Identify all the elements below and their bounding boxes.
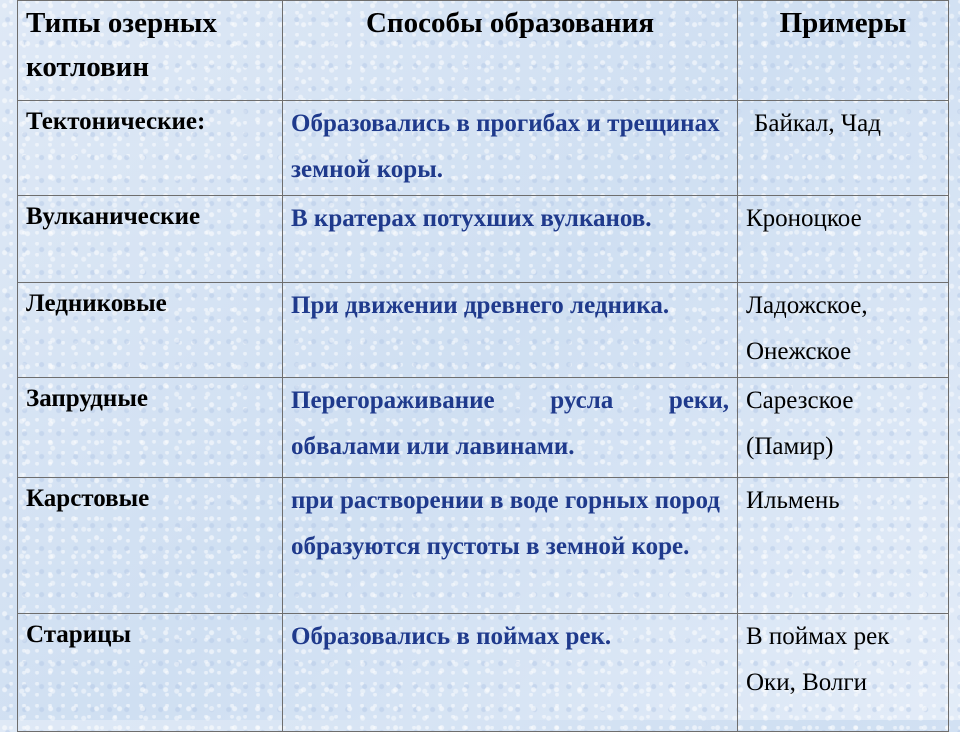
row-method: При движении древнего ледника. bbox=[283, 283, 738, 378]
row-method: Образовались в поймах рек. bbox=[283, 614, 738, 732]
row-type: Запрудные bbox=[18, 378, 283, 478]
row-example: В поймах рек Оки, Волги bbox=[738, 614, 949, 732]
header-methods: Способы образования bbox=[283, 1, 738, 101]
row-example: Байкал, Чад bbox=[738, 101, 949, 196]
row-method: В кратерах потухших вулканов. bbox=[283, 196, 738, 283]
row-type: Вулканические bbox=[18, 196, 283, 283]
row-method: Перегораживание русла реки, обвалами или лавинами. bbox=[283, 378, 738, 478]
row-type: Старицы bbox=[18, 614, 283, 732]
header-types: Типы озерных котловин bbox=[18, 1, 283, 101]
row-example: Кроноцкое bbox=[738, 196, 949, 283]
row-type: Карстовые bbox=[18, 478, 283, 614]
header-row bbox=[18, 1, 949, 101]
table-row bbox=[18, 196, 949, 283]
table-row bbox=[18, 478, 949, 614]
header-examples: Примеры bbox=[738, 1, 949, 101]
row-example: Ильмень bbox=[738, 478, 949, 614]
table-row bbox=[18, 283, 949, 378]
table-row bbox=[18, 101, 949, 196]
row-method: при растворении в воде горных пород образуются пустоты в земной коре. bbox=[283, 478, 738, 614]
row-type: Тектонические: bbox=[18, 101, 283, 196]
row-example: Ладожское, Онежское bbox=[738, 283, 949, 378]
row-type: Ледниковые bbox=[18, 283, 283, 378]
row-method: Образовались в прогибах и трещинах земной коры. bbox=[283, 101, 738, 196]
table-row bbox=[18, 378, 949, 478]
lake-basins-table bbox=[17, 0, 949, 732]
row-example: Сарезское (Памир) bbox=[738, 378, 949, 478]
table-row bbox=[18, 614, 949, 732]
